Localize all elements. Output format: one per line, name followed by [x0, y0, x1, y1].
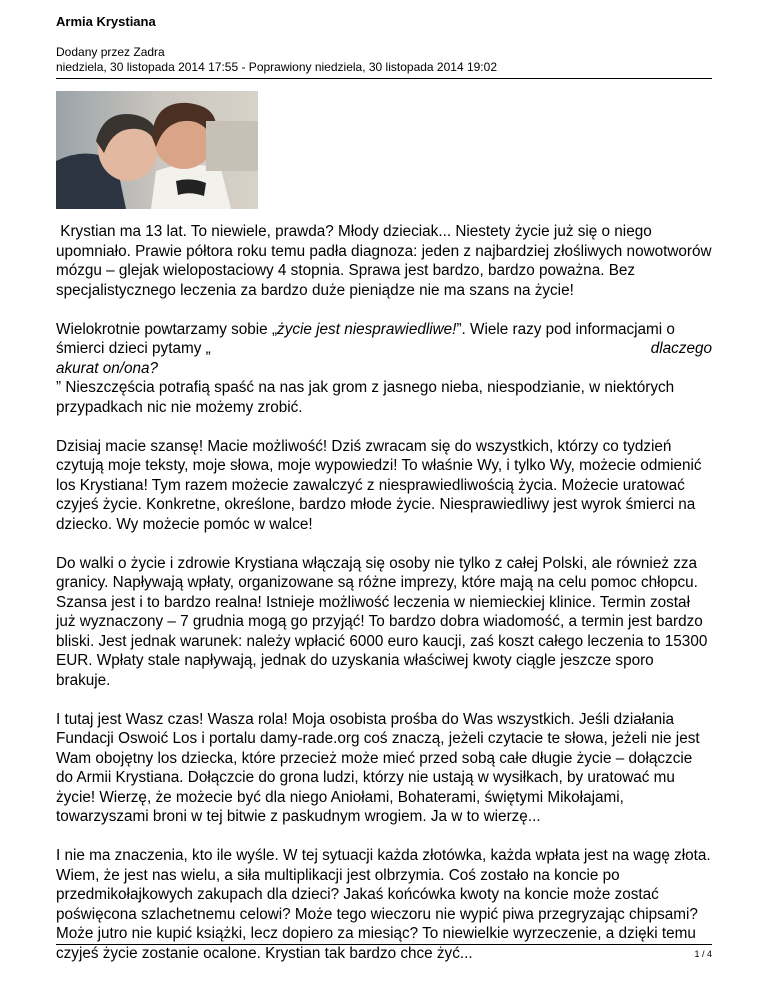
paragraph-3: Dzisiaj macie szansę! Macie możliwość! Dziś zwracam się do wszystkich, którzy co tydzień czytują moje teksty, moje słowa, moje wypowiedzi! To właśnie Wy, i tylko Wy, możecie odmienić los Krystiana! Tym razem możecie zawalczyć z niesprawiedliwością życia. Możecie uratować czyjeś życie. Konkretne, określone, bardzo młode życie. Niesprawiedliwy jest wyrok śmierci na dziecko. Wy możecie pomóc w walce! [56, 437, 702, 533]
paragraph-6: I nie ma znaczenia, kto ile wyśle. W tej sytuacji każda złotówka, każda wpłata jest na wagę złota. Wiem, że jest nas wielu, a siła multiplikacji jest olbrzymia. Coś zostało na koncie po przedmikołajkowych zakupach dla dzieci? Jakaś końcówka kwoty na koncie może zostać poświęcona szlachetnemu celowi? Może tego wieczoru nie wypić piwa przegryzając chipsami? Może jutro nie kupić książki, lecz dopiero za miesiąc? To niewielkie wyrzeczenie, a dzięki temu czyjeś życie zostanie ocalone. Krystian tak bardzo chce żyć... [56, 847, 711, 962]
header-divider [56, 78, 712, 79]
article-meta [56, 45, 497, 75]
paragraph-2: Wielokrotnie powtarzamy sobie „życie jest niesprawiedliwe!”. Wiele razy pod informacjami o śmierci dzieci pytamy „ dlaczego akurat on/ona? ” Nieszczęścia potrafią spaść na nas jak grom z jasnego nieba, niespodzianie, w niektórych przypadkach nic nie możemy zrobić. [56, 320, 712, 416]
article-body [56, 222, 712, 983]
paragraph-5: I tutaj jest Wasz czas! Wasza rola! Moja osobista prośba do Was wszystkich. Jeśli działania Fundacji Oswoić Los i portalu damy-rade.org coś znaczą, jeżeli czytacie te słowa, jeżeli nie jest Wam obojętny los dziecka, które przecież może mieć przed sobą całe długie życie – dołączcie do Armii Krystiana. Dołączcie do grona ludzi, którzy nie ustają w wysiłkach, by uratować mu życie! Wierzę, że możecie być dla niego Aniołami, Bohaterami, świętymi Mikołajami, towarzyszami broni w tej bitwie z paskudnym wrogiem. Ja w to wierzę... [56, 710, 700, 825]
page-number: 1 / 4 [694, 949, 712, 959]
date-line: niedziela, 30 listopada 2014 17:55 - Poprawiony niedziela, 30 listopada 2014 19:02 [56, 60, 497, 74]
article-title: Armia Krystiana [56, 14, 156, 29]
author-line: Dodany przez Zadra [56, 45, 165, 59]
paragraph-1: Krystian ma 13 lat. To niewiele, prawda? Młody dzieciak... Niestety życie już się o niego upomniało. Prawie półtora roku temu padła diagnoza: jeden z najbardziej złośliwych nowotworów mózgu – glejak wielopostaciowy 4 stopnia. Sprawa jest bardzo, bardzo poważna. Bez specjalistycznego leczenia za bardzo duże pieniądze nie ma szans na życie! [56, 223, 712, 299]
footer-divider [56, 944, 712, 945]
paragraph-4: Do walki o życie i zdrowie Krystiana włączają się osoby nie tylko z całej Polski, ale również zza granicy. Napływają wpłaty, organizowane są różne imprezy, które mają na celu pomoc chłopcu. Szansa jest i to bardzo realna! Istnieje możliwość leczenia w niemieckiej klinice. Termin został już wyznaczony – 7 grudnia mogą go przyjąć! To bardzo dobra wiadomość, a termin jest bardzo bliski. Jest jednak warunek: należy wpłacić 6000 euro kaucji, zaś koszt całego leczenia to 15300 EUR. Wpłaty stale napływają, jednak do uzyskania właściwej kwoty ciągle jeszcze sporo brakuje. [56, 554, 708, 689]
article-photo [56, 91, 258, 209]
document-page [56, 0, 712, 994]
